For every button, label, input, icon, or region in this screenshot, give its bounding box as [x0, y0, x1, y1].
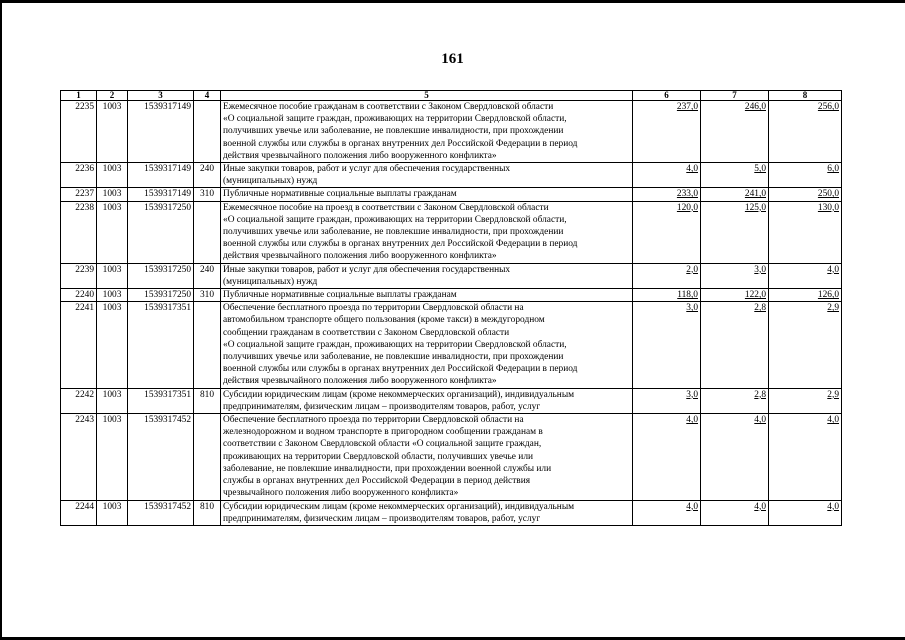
description-cell — [221, 302, 633, 388]
amount-year-2-cell-value: 122,0 — [744, 290, 766, 301]
col-header: 5 — [221, 91, 633, 101]
budget-table — [60, 90, 842, 526]
amount-year-2-cell-value: 3,0 — [754, 264, 766, 275]
description-line: предпринимателям, физическим лицам – производителям товаров, работ, услуг — [223, 513, 541, 524]
amount-year-1-cell-value: 4,0 — [686, 164, 698, 175]
amount-year-2-cell-value: 4,0 — [754, 415, 766, 426]
row-number-cell: 2236 — [61, 163, 97, 188]
expense-type-cell — [194, 302, 221, 388]
target-code-cell: 1539317351 — [128, 388, 194, 413]
description-line: соответствии с Законом Свердловской области «О социальной защите граждан, — [223, 439, 542, 450]
table-row — [61, 289, 842, 302]
col-header: 1 — [61, 91, 97, 101]
description-line: Ежемесячное пособие гражданам в соответствии с Законом Свердловской области — [223, 102, 554, 112]
expense-type-cell — [194, 201, 221, 263]
amount-year-1-cell — [633, 289, 701, 302]
amount-year-1-cell-value: 2,0 — [686, 264, 698, 275]
col-header: 7 — [701, 91, 769, 101]
table-row — [61, 101, 842, 163]
expense-type-cell: 240 — [194, 163, 221, 188]
section-code-cell: 1003 — [97, 289, 128, 302]
amount-year-2-cell — [701, 201, 769, 263]
description-line: (муниципальных) нужд — [223, 276, 318, 287]
amount-year-3-cell — [769, 188, 842, 201]
row-number-cell: 2235 — [61, 101, 97, 163]
amount-year-2-cell — [701, 500, 769, 525]
amount-year-2-cell — [701, 263, 769, 288]
row-number-cell: 2243 — [61, 414, 97, 500]
amount-year-2-cell — [701, 163, 769, 188]
section-code-cell: 1003 — [97, 163, 128, 188]
description-line: военной службы или службы в органах внутренних дел Российской Федерации в период — [223, 138, 578, 149]
col-header: 2 — [97, 91, 128, 101]
description-cell — [221, 201, 633, 263]
amount-year-1-cell — [633, 302, 701, 388]
col-header: 6 — [633, 91, 701, 101]
description-line: железнодорожном и водном транспорте в пригородном сообщении гражданам в — [223, 427, 543, 438]
amount-year-3-cell — [769, 388, 842, 413]
amount-year-1-cell — [633, 500, 701, 525]
description-cell — [221, 188, 633, 201]
table-row — [61, 201, 842, 263]
table-body — [61, 101, 842, 526]
row-number-cell: 2240 — [61, 289, 97, 302]
amount-year-1-cell-value: 4,0 — [686, 415, 698, 426]
description-cell — [221, 101, 633, 163]
amount-year-3-cell-value: 2,9 — [827, 389, 839, 400]
description-line: «О социальной защите граждан, проживающих на территории Свердловской области, — [223, 339, 567, 350]
description-line: заболевание, не повлекшие инвалидности, при прохождении военной службы или — [223, 463, 552, 474]
amount-year-1-cell-value: 233,0 — [676, 189, 698, 200]
amount-year-3-cell-value: 126,0 — [817, 290, 839, 301]
target-code-cell: 1539317149 — [128, 101, 194, 163]
amount-year-3-cell — [769, 500, 842, 525]
section-code-cell: 1003 — [97, 500, 128, 525]
expense-type-cell: 810 — [194, 388, 221, 413]
description-line: службы в органах внутренних дел Российской Федерации в период действия — [223, 476, 531, 487]
amount-year-1-cell — [633, 388, 701, 413]
table-header-row — [61, 91, 842, 101]
section-code-cell: 1003 — [97, 263, 128, 288]
amount-year-2-cell-value: 125,0 — [744, 202, 766, 213]
expense-type-cell: 810 — [194, 500, 221, 525]
section-code-cell: 1003 — [97, 388, 128, 413]
section-code-cell: 1003 — [97, 302, 128, 388]
row-number-cell: 2238 — [61, 201, 97, 263]
amount-year-1-cell — [633, 101, 701, 163]
scan-border-top — [0, 0, 905, 3]
description-line: действия чрезвычайного положения либо вооруженного конфликта» — [223, 150, 497, 161]
amount-year-2-cell-value: 5,0 — [754, 164, 766, 175]
description-line: Иные закупки товаров, работ и услуг для обеспечения государственных — [223, 264, 511, 275]
amount-year-1-cell — [633, 163, 701, 188]
col-header: 8 — [769, 91, 842, 101]
description-line: проживающих на территории Свердловской области, получивших увечье или — [223, 451, 534, 462]
table-row — [61, 302, 842, 388]
amount-year-2-cell-value: 2,8 — [754, 303, 766, 314]
table-row — [61, 188, 842, 201]
description-line: получивших увечье или заболевание, не повлекшие инвалидности, при прохождении — [223, 126, 564, 137]
target-code-cell: 1539317351 — [128, 302, 194, 388]
target-code-cell: 1539317250 — [128, 201, 194, 263]
amount-year-3-cell-value: 4,0 — [827, 264, 839, 275]
amount-year-3-cell-value: 2,9 — [827, 303, 839, 314]
description-line: Субсидии юридическим лицам (кроме некоммерческих организаций), индивидуальным — [223, 501, 575, 512]
description-line: военной службы или службы в органах внутренних дел Российской Федерации в период — [223, 364, 578, 375]
scan-border-left — [0, 0, 2, 640]
amount-year-1-cell — [633, 414, 701, 500]
row-number-cell: 2237 — [61, 188, 97, 201]
description-cell — [221, 289, 633, 302]
description-line: предпринимателям, физическим лицам – производителям товаров, работ, услуг — [223, 401, 541, 412]
description-line: Публичные нормативные социальные выплаты гражданам — [223, 189, 457, 200]
description-line: действия чрезвычайного положения либо вооруженного конфликта» — [223, 376, 497, 387]
description-line: получивших увечье или заболевание, не повлекшие инвалидности, при прохождении — [223, 227, 564, 238]
expense-type-cell: 240 — [194, 263, 221, 288]
table-row — [61, 388, 842, 413]
description-line: «О социальной защите граждан, проживающих на территории Свердловской области, — [223, 214, 567, 225]
section-code-cell: 1003 — [97, 101, 128, 163]
section-code-cell: 1003 — [97, 188, 128, 201]
col-header: 3 — [128, 91, 194, 101]
amount-year-3-cell — [769, 263, 842, 288]
section-code-cell: 1003 — [97, 201, 128, 263]
amount-year-1-cell-value: 3,0 — [686, 303, 698, 314]
target-code-cell: 1539317149 — [128, 188, 194, 201]
amount-year-2-cell — [701, 101, 769, 163]
table-row — [61, 263, 842, 288]
amount-year-1-cell — [633, 263, 701, 288]
page-number: 161 — [441, 51, 464, 67]
amount-year-3-cell-value: 6,0 — [827, 164, 839, 175]
amount-year-2-cell-value: 2,8 — [754, 389, 766, 400]
row-number-cell: 2242 — [61, 388, 97, 413]
description-line: сообщении гражданам в соответствии с Законом Свердловской области — [223, 327, 510, 338]
amount-year-3-cell — [769, 201, 842, 263]
description-line: автомобильном транспорте общего пользования (кроме такси) в междугородном — [223, 315, 545, 326]
description-line: Ежемесячное пособие на проезд в соответствии с Законом Свердловской области — [223, 202, 549, 213]
expense-type-cell — [194, 414, 221, 500]
target-code-cell: 1539317250 — [128, 263, 194, 288]
amount-year-3-cell-value: 4,0 — [827, 501, 839, 512]
amount-year-3-cell-value: 4,0 — [827, 415, 839, 426]
table-row — [61, 500, 842, 525]
row-number-cell: 2244 — [61, 500, 97, 525]
amount-year-2-cell-value: 4,0 — [754, 501, 766, 512]
description-line: военной службы или службы в органах внутренних дел Российской Федерации в период — [223, 239, 578, 250]
amount-year-1-cell — [633, 201, 701, 263]
description-line: получивших увечье или заболевание, не повлекшие инвалидности, при прохождении — [223, 352, 564, 363]
amount-year-3-cell-value: 250,0 — [817, 189, 839, 200]
target-code-cell: 1539317452 — [128, 414, 194, 500]
target-code-cell: 1539317452 — [128, 500, 194, 525]
description-cell — [221, 414, 633, 500]
table-row — [61, 163, 842, 188]
expense-type-cell — [194, 101, 221, 163]
description-line: (муниципальных) нужд — [223, 176, 318, 187]
description-line: Иные закупки товаров, работ и услуг для обеспечения государственных — [223, 164, 511, 175]
amount-year-2-cell-value: 246,0 — [744, 102, 766, 112]
description-cell — [221, 388, 633, 413]
description-line: Субсидии юридическим лицам (кроме некоммерческих организаций), индивидуальным — [223, 389, 575, 400]
section-code-cell: 1003 — [97, 414, 128, 500]
amount-year-2-cell — [701, 188, 769, 201]
description-line: Обеспечение бесплатного проезда по территории Свердловской области на — [223, 415, 524, 426]
row-number-cell: 2239 — [61, 263, 97, 288]
amount-year-2-cell — [701, 388, 769, 413]
amount-year-3-cell-value: 256,0 — [817, 102, 839, 112]
description-line: действия чрезвычайного положения либо вооруженного конфликта» — [223, 251, 497, 262]
amount-year-3-cell-value: 130,0 — [817, 202, 839, 213]
amount-year-1-cell — [633, 188, 701, 201]
description-line: Публичные нормативные социальные выплаты гражданам — [223, 290, 457, 301]
table-row — [61, 414, 842, 500]
amount-year-1-cell-value: 120,0 — [676, 202, 698, 213]
amount-year-3-cell — [769, 302, 842, 388]
amount-year-3-cell — [769, 289, 842, 302]
expense-type-cell: 310 — [194, 188, 221, 201]
col-header: 4 — [194, 91, 221, 101]
amount-year-1-cell-value: 3,0 — [686, 389, 698, 400]
amount-year-1-cell-value: 237,0 — [676, 102, 698, 112]
description-cell — [221, 163, 633, 188]
target-code-cell: 1539317250 — [128, 289, 194, 302]
description-line: «О социальной защите граждан, проживающих на территории Свердловской области, — [223, 114, 567, 125]
amount-year-2-cell — [701, 414, 769, 500]
amount-year-2-cell-value: 241,0 — [744, 189, 766, 200]
amount-year-3-cell — [769, 163, 842, 188]
description-line: чрезвычайного положения либо вооруженного конфликта» — [223, 488, 459, 499]
target-code-cell: 1539317149 — [128, 163, 194, 188]
amount-year-1-cell-value: 4,0 — [686, 501, 698, 512]
description-cell — [221, 500, 633, 525]
amount-year-3-cell — [769, 101, 842, 163]
description-line: Обеспечение бесплатного проезда по территории Свердловской области на — [223, 303, 524, 314]
row-number-cell: 2241 — [61, 302, 97, 388]
amount-year-2-cell — [701, 289, 769, 302]
amount-year-2-cell — [701, 302, 769, 388]
description-cell — [221, 263, 633, 288]
amount-year-3-cell — [769, 414, 842, 500]
expense-type-cell: 310 — [194, 289, 221, 302]
amount-year-1-cell-value: 118,0 — [677, 290, 698, 301]
